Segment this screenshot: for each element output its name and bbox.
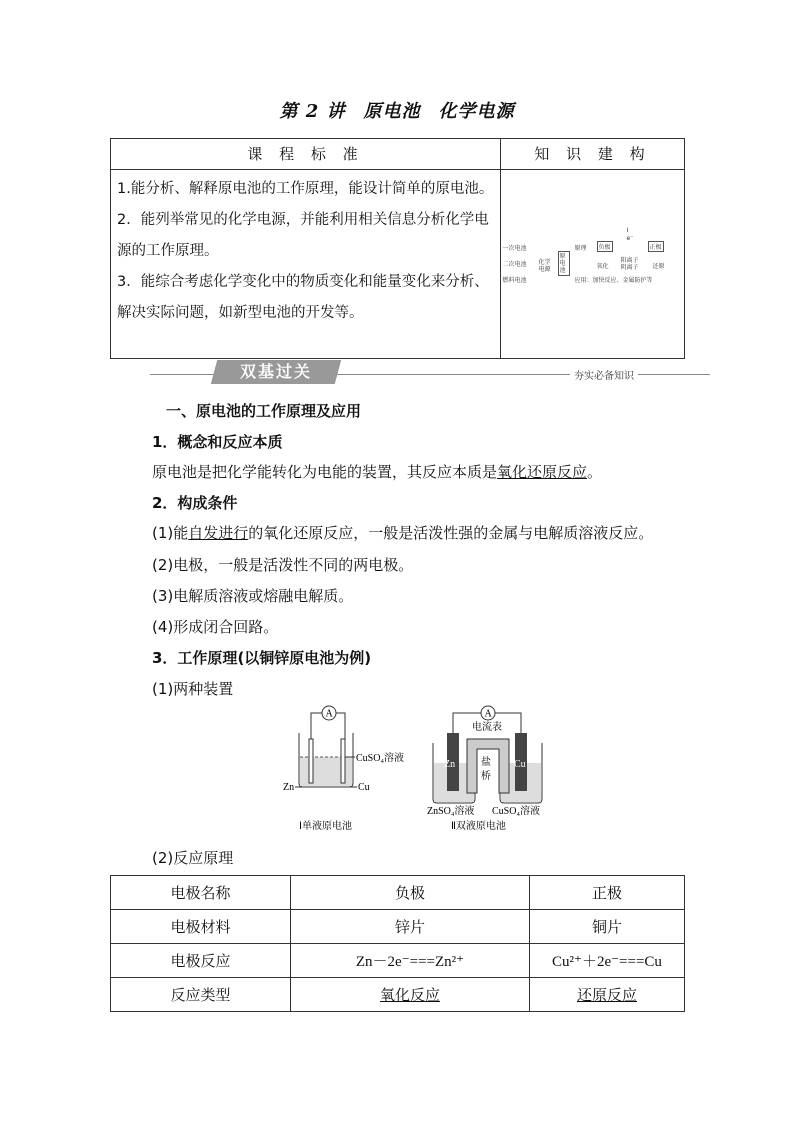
mindmap-node: 还原 [652, 263, 665, 270]
svg-text:Cu: Cu [358, 782, 370, 793]
heading-principle: 3．工作原理(以铜锌原电池为例) [152, 649, 372, 667]
heading-concept: 1．概念和反应本质 [152, 433, 283, 451]
svg-text:ZnSO₄溶液: ZnSO₄溶液 [427, 806, 475, 817]
standards-header: 课 程 标 准 [111, 139, 501, 170]
mindmap-node: 正极 [648, 241, 664, 252]
negative-cell: Zn－2e⁻===Zn²⁺ [291, 944, 530, 978]
standard-item: 1.能分析、解释原电池的工作原理，能设计简单的原电池。 [117, 181, 494, 197]
condition-2: (2)电极，一般是活泼性不同的两电极。 [152, 556, 414, 574]
mindmap-node: 阴离子 [620, 264, 639, 271]
row-label: 电极材料 [111, 910, 291, 944]
table-row [111, 978, 685, 1012]
svg-text:盐: 盐 [481, 757, 491, 768]
double-cell-diagram [427, 706, 542, 832]
mindmap-node: 阳离子 [620, 257, 639, 264]
condition-1: (1)能自发进行的氧化还原反应，一般是活泼性强的金属与电解质溶液反应。 [152, 524, 654, 542]
mindmap-node: 应用：加快反应、金属防护等 [574, 277, 653, 284]
svg-text:电流表: 电流表 [472, 722, 502, 733]
negative-cell: 负极 [291, 876, 530, 910]
svg-text:Ⅰ单液原电池: Ⅰ单液原电池 [299, 821, 352, 832]
mindmap-node: 燃料电池 [502, 277, 527, 284]
table-row [111, 876, 685, 910]
positive-cell: 正极 [530, 876, 685, 910]
battery-diagram [285, 703, 555, 833]
table-row [111, 944, 685, 978]
page-title: 第 2 讲 原电池 化学电源 [279, 101, 515, 122]
svg-text:CuSO₄溶液: CuSO₄溶液 [492, 806, 540, 817]
mindmap-node: 一次电池 [502, 245, 527, 252]
heading-conditions: 2．构成条件 [152, 494, 238, 512]
svg-text:Zn: Zn [283, 782, 295, 793]
negative-cell: 氧化反应 [291, 978, 530, 1012]
positive-cell: 还原反应 [530, 978, 685, 1012]
positive-cell: Cu²⁺＋2e⁻===Cu [530, 944, 685, 978]
mindmap-node: e⁻ [626, 235, 634, 242]
subheading-devices: (1)两种装置 [152, 680, 234, 698]
section-banner [150, 358, 710, 386]
banner-subtitle: 夯实必备知识 [570, 367, 638, 382]
mindmap-node: 二次电池 [502, 261, 527, 268]
svg-text:CuSO₄溶液: CuSO₄溶液 [356, 753, 404, 764]
mindmap-node: 氧化 [596, 263, 609, 270]
svg-text:Zn: Zn [444, 759, 456, 770]
row-label: 反应类型 [111, 978, 291, 1012]
row-label: 电极反应 [111, 944, 291, 978]
concept-paragraph: 原电池是把化学能转化为电能的装置，其反应本质是氧化还原反应。 [152, 463, 603, 481]
section-title: 一、原电池的工作原理及应用 [166, 402, 362, 420]
mindmap-node: 原电池 [558, 251, 570, 276]
mindmap-node: 负极 [597, 241, 613, 252]
svg-text:桥: 桥 [481, 771, 491, 782]
knowledge-header: 知 识 建 构 [501, 139, 685, 170]
mindmap-node: 原理 [574, 245, 587, 252]
subheading-reaction: (2)反应原理 [152, 849, 234, 867]
reaction-table [110, 875, 685, 1012]
svg-text:Ⅱ双液原电池: Ⅱ双液原电池 [451, 821, 506, 832]
mindmap-node: I [626, 227, 629, 234]
standard-item: 3．能综合考虑化学变化中的物质变化和能量变化来分析、解决实际问题，如新型电池的开发等。 [117, 274, 489, 321]
svg-text:A: A [484, 708, 492, 720]
mindmap-node: 化学电源 [538, 259, 551, 273]
positive-cell: 铜片 [530, 910, 685, 944]
table-row [111, 910, 685, 944]
knowledge-mindmap [501, 170, 685, 359]
standards-table [110, 138, 685, 359]
svg-text:Cu: Cu [514, 759, 526, 770]
condition-3: (3)电解质溶液或熔融电解质。 [152, 587, 354, 605]
row-label: 电极名称 [111, 876, 291, 910]
standards-list [111, 170, 501, 359]
svg-text:A: A [325, 708, 333, 720]
single-cell-diagram [283, 706, 404, 832]
standard-item: 2．能列举常见的化学电源，并能利用相关信息分析化学电源的工作原理。 [117, 212, 489, 259]
banner-badge: 双基过关 [211, 360, 341, 384]
negative-cell: 锌片 [291, 910, 530, 944]
condition-4: (4)形成闭合回路。 [152, 618, 279, 636]
